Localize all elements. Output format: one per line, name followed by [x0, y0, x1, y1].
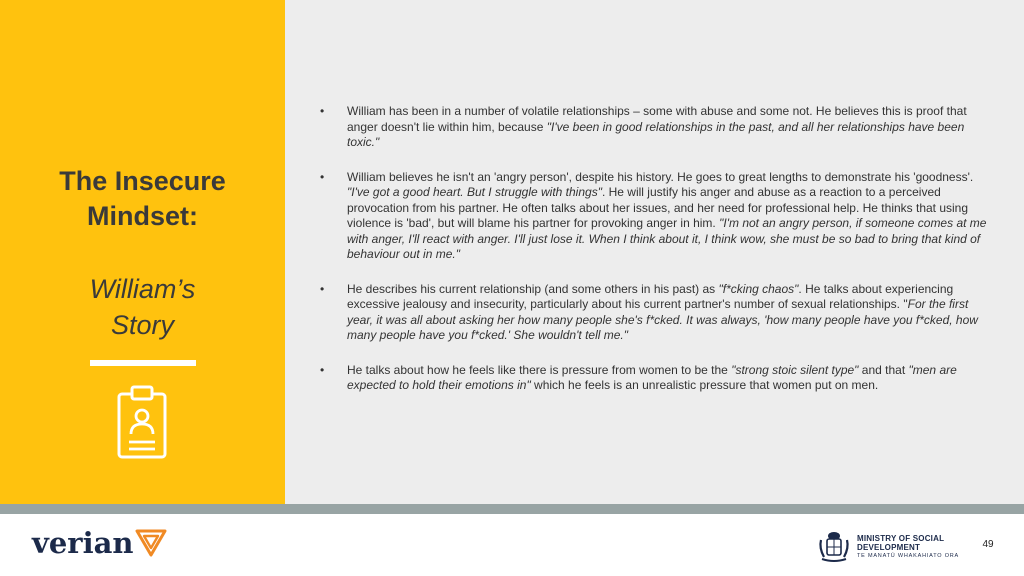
- bullet-text: which he feels is an unrealistic pressure that women put on men.: [530, 378, 879, 392]
- slide-title-line2: Mindset:: [87, 201, 198, 231]
- bullet-quote: "f*cking chaos": [718, 281, 799, 296]
- slide-title: [20, 164, 265, 234]
- bullet-item-1: [320, 104, 990, 151]
- verian-triangle-icon: [135, 528, 167, 558]
- bullet-item-3: [320, 282, 990, 344]
- bullet-mark: •: [320, 169, 325, 184]
- bullet-list: [320, 104, 990, 413]
- msd-maori-name: TE MANATŪ WHAKAHIATO ORA: [857, 553, 960, 559]
- bullet-mark: •: [320, 104, 325, 118]
- slide-subtitle-line1: William’s: [89, 274, 196, 304]
- slide-title-line1: The Insecure: [59, 166, 226, 196]
- bullet-mark: •: [320, 362, 325, 377]
- bullet-quote: "men are expected to hold their emotions in": [347, 362, 957, 392]
- bullet-quote: "I'm not an angry person, if someone comes at me with anger, I'll react with anger. I'll just lose it. When I think about it, I think wow, she must be so bad to bring that kind of behaviour out in me.": [347, 216, 987, 261]
- verian-logo: [32, 526, 167, 560]
- accent-bar: [90, 360, 196, 366]
- bullet-mark: •: [320, 281, 325, 296]
- bullet-text: . He will justify his anger and abuse as a reaction to a perceived provocation from his partner. He often talks about her issues, and her need for professional help. He thinks that using violence is 'bad', but will blame his partner for provoking anger in him.: [347, 185, 969, 230]
- msd-name-line2: DEVELOPMENT: [857, 543, 921, 552]
- msd-name-line1: MINISTRY OF SOCIAL: [857, 534, 945, 543]
- bullet-text: William has been in a number of volatile relationships – some with abuse and some not. He believes this is proof that anger doesn't lie within him, because: [347, 104, 967, 134]
- msd-logo: [816, 530, 959, 564]
- bullet-text: . He talks about experiencing excessive jealousy and insecurity, particularly about his current partner's number of sexual relationships. ": [347, 281, 954, 311]
- bullet-item-2: [320, 170, 990, 263]
- bullet-quote: "I've been in good relationships in the past, and all her relationships have been toxic.": [347, 119, 965, 149]
- bullet-text: He describes his current relationship (and some others in his past) as: [347, 281, 719, 296]
- bullet-quote: "I've got a good heart. But I struggle with things": [347, 185, 602, 199]
- bullet-item-4: [320, 363, 990, 394]
- slide-subtitle: [20, 271, 265, 343]
- footer-divider: [0, 504, 1024, 514]
- bullet-text: William believes he isn't an 'angry person', despite his history. He goes to great lengths to demonstrate his 'goodness'.: [347, 169, 974, 184]
- bullet-text: and that: [858, 362, 909, 377]
- msd-text: [857, 534, 959, 560]
- bullet-quote: "strong stoic silent type": [731, 362, 859, 377]
- slide-subtitle-line2: Story: [110, 310, 175, 340]
- nz-coat-of-arms-icon: [816, 530, 852, 564]
- bullet-quote: For the first year, it was all about asking her how many people she's f*cked. It was always, 'how many people have you f*cked, how many people have you f*cked.' She wouldn't tell me.": [347, 297, 978, 342]
- bullet-text: He talks about how he feels like there is pressure from women to be the: [347, 362, 732, 377]
- clipboard-user-icon: [116, 384, 168, 460]
- page-number: 49: [982, 539, 994, 550]
- verian-wordmark: verian: [32, 526, 134, 560]
